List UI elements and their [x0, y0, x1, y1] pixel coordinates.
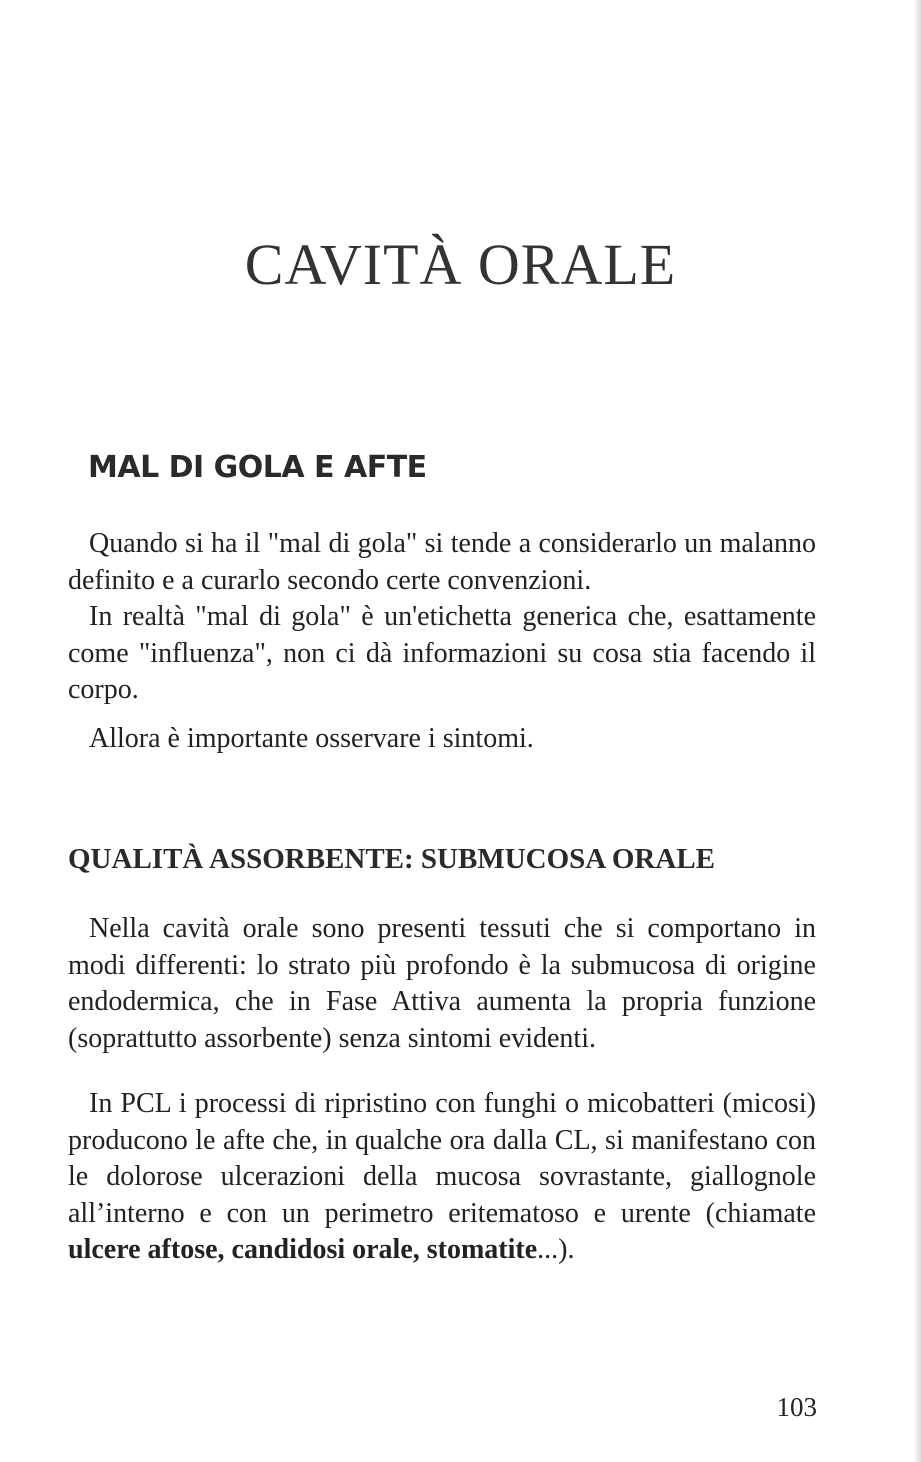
bold-terms: ulcere aftose, candidosi orale, stomatite	[68, 1234, 538, 1265]
paragraph	[68, 1086, 816, 1269]
paragraph: Nella cavità orale sono presenti tessuti che si comportano in modi differenti: lo strato più profondo è la submucosa di origine endodermica, che in Fase Attiva aumenta la propria funzione (soprattutto assorbente) senza sintomi evidenti.	[68, 913, 816, 1054]
paragraph-text: ...).	[537, 1234, 575, 1265]
section-heading-mal-di-gola: MAL DI GOLA E AFTE	[88, 450, 427, 485]
paragraph: Allora è importante osservare i sintomi.	[89, 723, 534, 754]
chapter-title: CAVITÀ ORALE	[244, 232, 677, 297]
paragraph: Quando si ha il "mal di gola" si tende a considerarlo un malanno definito e a curarlo secondo certe convenzioni.	[68, 528, 816, 596]
section-heading-submucosa: QUALITÀ ASSORBENTE: SUBMUCOSA ORALE	[68, 843, 716, 875]
page-edge	[915, 0, 921, 1462]
paragraph: In realtà "mal di gola" è un'etichetta generica che, esattamente come "influenza", non ci dà informazioni su cosa stia facendo il corpo.	[68, 601, 816, 705]
paragraph-text: In PCL i processi di ripristino con funghi o micobatteri (micosi) producono le afte che, in qualche ora dalla CL, si manifestano con le dolorose ulcerazioni della mucosa sovrastante, giallognole all’interno e con un perimetro eritematoso e urente (chiamate	[68, 1088, 816, 1229]
page-number: 103	[776, 1392, 817, 1422]
